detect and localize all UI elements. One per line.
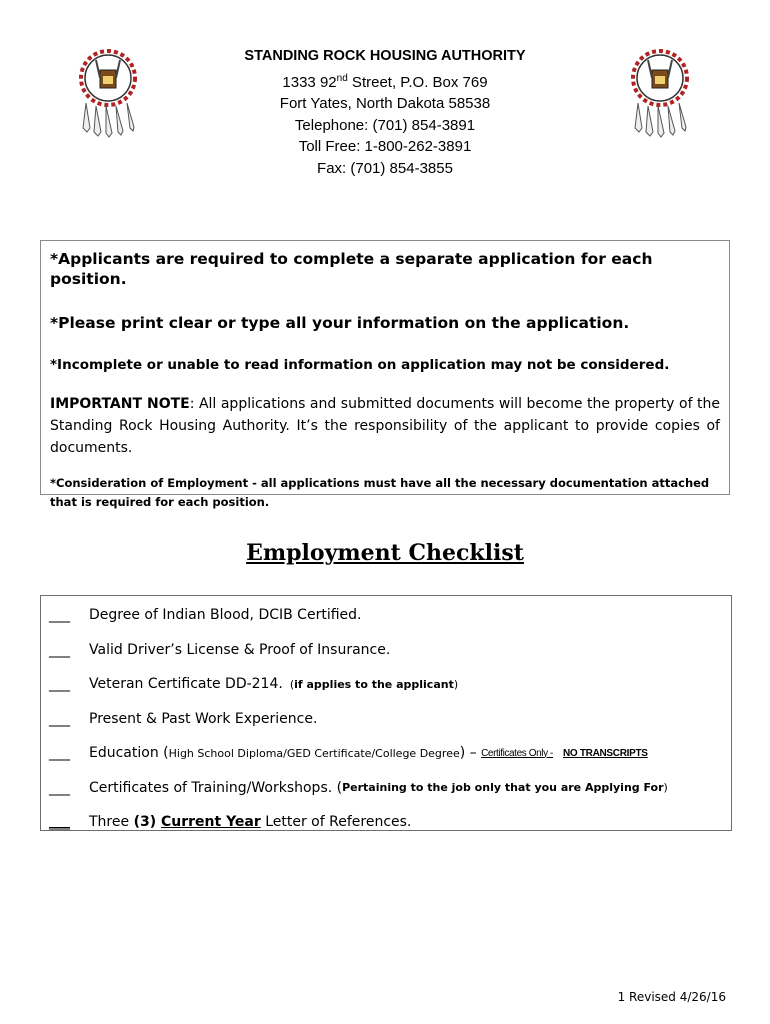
checklist-item-certificates — [49, 771, 731, 806]
telephone-line: Telephone: (701) 854-3891 — [294, 116, 476, 134]
checkbox-blank[interactable]: ___ — [49, 779, 70, 796]
notice-separate-application: *Applicants are required to complete a separate application for each position. — [50, 250, 653, 288]
checklist-item-license — [49, 633, 731, 668]
checklist-item-label: Degree of Indian Blood, DCIB Certified. — [89, 607, 362, 624]
checkbox-blank[interactable]: ___ — [49, 814, 70, 831]
employment-checklist — [40, 595, 732, 831]
checklist-title: Employment Checklist — [246, 540, 524, 566]
checklist-item-note: Pertaining to the job only that you are Applying For — [342, 781, 664, 795]
checklist-item-note: if applies to the applicant — [294, 677, 454, 691]
letterhead — [160, 46, 610, 179]
important-note-text: : All applications and submitted documents will become the property of the Standing Rock Housing Authority. It’s the responsibility of the applicant to provide copies of documents. — [50, 396, 721, 456]
address-suffix: nd — [336, 72, 348, 84]
paren-close: ) — [453, 677, 459, 691]
notice-consideration: *Consideration of Employment - all applications must have all the necessary documentation attached that is required for each position. — [50, 476, 710, 509]
address-number: 1333 92 — [282, 73, 337, 91]
checkbox-blank[interactable]: ___ — [49, 676, 70, 693]
city-line: Fort Yates, North Dakota 58538 — [279, 95, 491, 112]
certificates-only: Certificates Only - — [481, 747, 553, 759]
revision-footer: 1 Revised 4/26/16 — [617, 990, 726, 1004]
applicant-notice-box — [40, 240, 730, 509]
address-line — [160, 68, 610, 94]
checklist-item-label: Veteran Certificate DD-214. — [89, 676, 283, 693]
notice-incomplete: *Incomplete or unable to read information on application may not be considered. — [50, 357, 670, 373]
no-transcripts: NO TRANSCRIPTS — [562, 747, 648, 759]
checklist-item-label: Present & Past Work Experience. — [89, 710, 318, 727]
checklist-item-experience — [49, 702, 731, 737]
notice-print-clear: *Please print clear or type all your information on the application. — [50, 314, 630, 332]
important-note — [50, 393, 720, 459]
checkbox-blank[interactable]: ___ — [49, 607, 70, 624]
organization-name: STANDING ROCK HOUSING AUTHORITY — [244, 48, 526, 64]
checklist-item-label: Three — [89, 814, 134, 831]
education-detail-close: ) – — [459, 745, 482, 762]
checkbox-blank[interactable]: ___ — [49, 745, 70, 762]
paren-close: ) — [663, 781, 668, 795]
checklist-item-label: Education ( — [89, 745, 169, 762]
checklist-item-education — [49, 736, 731, 771]
fax-line: Fax: (701) 854-3855 — [317, 159, 453, 177]
toll-free-line: Toll Free: 1-800-262-3891 — [298, 138, 472, 155]
checklist-item-references — [49, 805, 731, 840]
checklist-item-label: Certificates of Training/Workshops. ( — [89, 779, 343, 796]
checklist-item-veteran — [49, 667, 731, 702]
important-note-label: IMPORTANT NOTE — [50, 396, 190, 412]
logo-left — [70, 48, 146, 138]
checkbox-blank[interactable]: ___ — [49, 710, 70, 727]
logo-right — [622, 48, 698, 138]
reference-count: (3) — [133, 814, 161, 831]
checklist-item-dcib — [49, 598, 731, 633]
checkbox-blank[interactable]: ___ — [49, 641, 70, 658]
education-detail: High School Diploma/GED Certificate/College Degree — [168, 746, 460, 760]
checklist-item-label: Valid Driver’s License & Proof of Insurance. — [89, 641, 391, 658]
current-year: Current Year — [160, 814, 261, 831]
references-rest: Letter of References. — [260, 814, 412, 831]
paren-open: ( — [282, 677, 295, 691]
address-rest: Street, P.O. Box 769 — [347, 73, 488, 91]
